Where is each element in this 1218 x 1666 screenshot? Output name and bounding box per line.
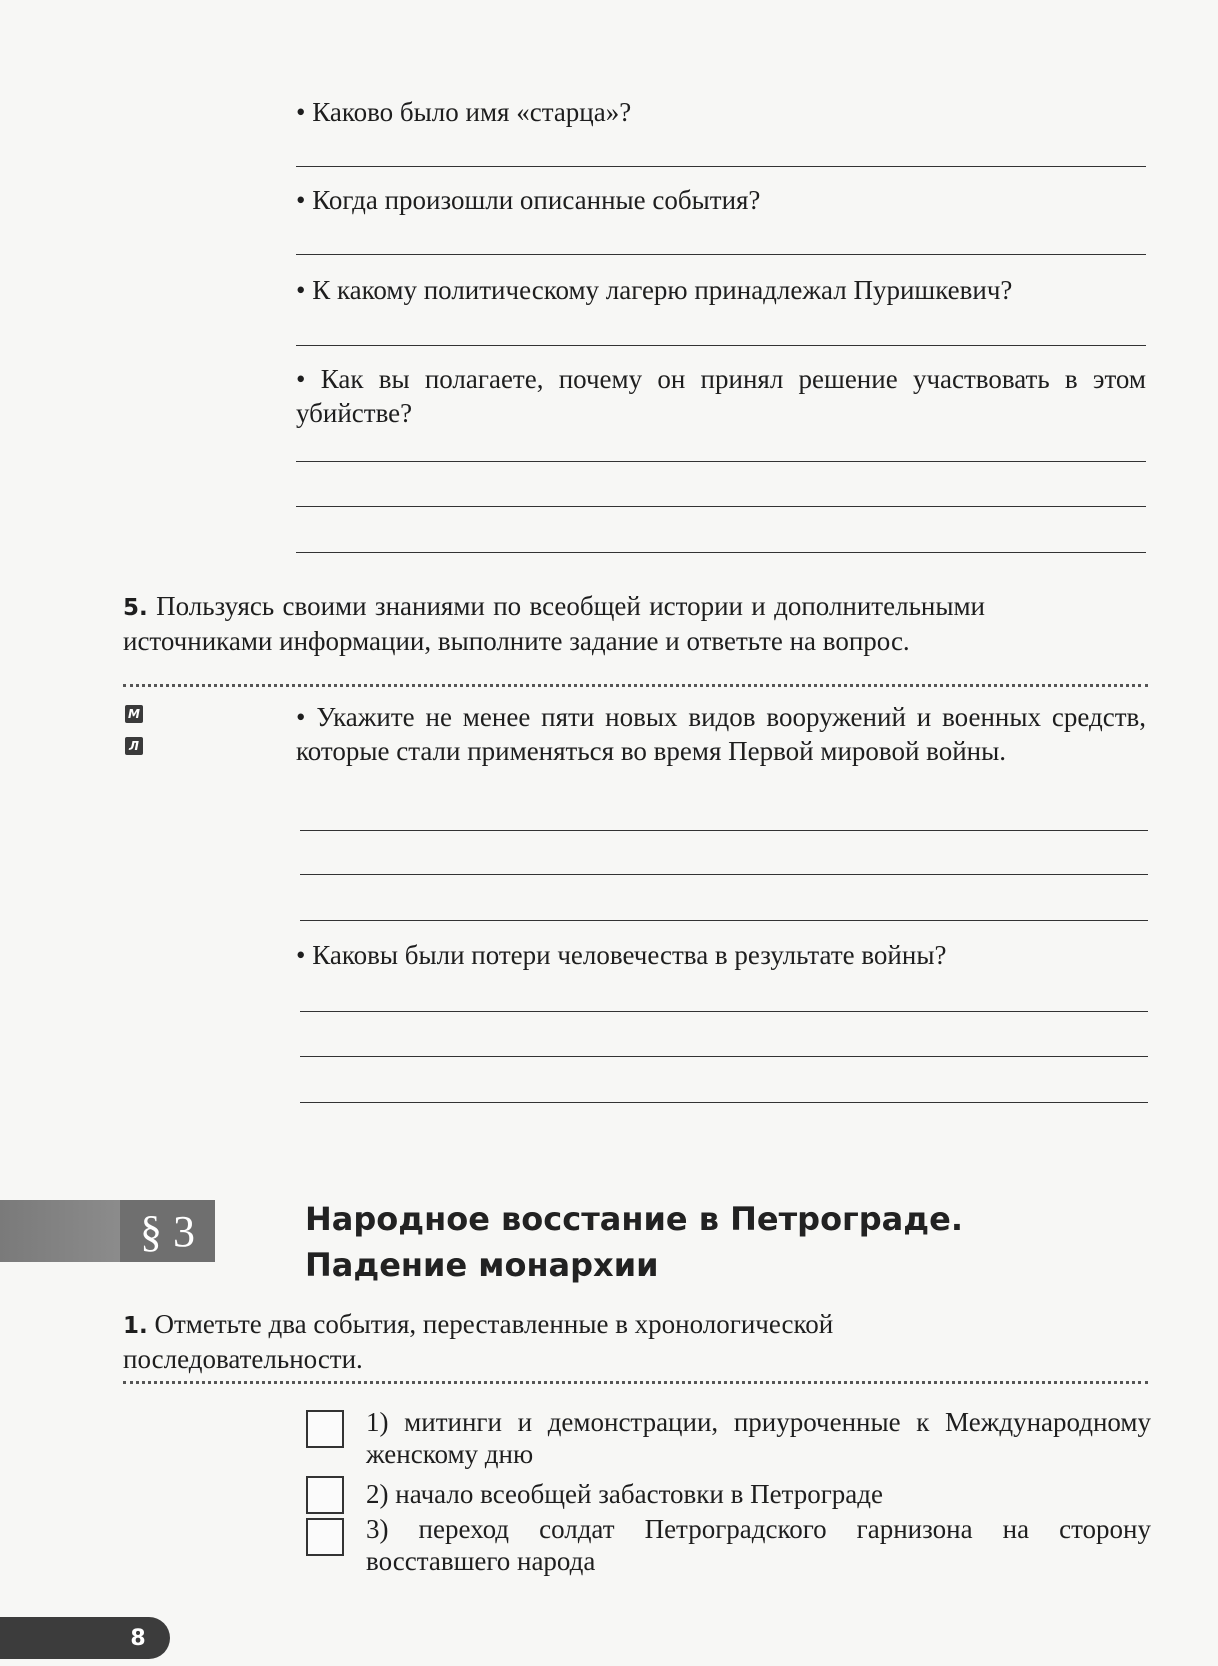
answer-line[interactable] bbox=[300, 920, 1148, 921]
answer-line[interactable] bbox=[296, 552, 1146, 553]
answer-line[interactable] bbox=[296, 461, 1146, 462]
task-1-instruction bbox=[123, 1308, 983, 1376]
option-1-checkbox[interactable] bbox=[306, 1410, 344, 1448]
question-new-weapons: • Укажите не менее пяти новых видов вооружений и военных средств, которые стали применяться во время Первой мировой войны. bbox=[296, 702, 1146, 766]
task-number: 5. bbox=[123, 595, 148, 621]
task-text: Пользуясь своими знаниями по всеобщей истории и дополнительными источниками информации, выполните задание и ответьте на вопрос. bbox=[123, 591, 986, 656]
answer-line[interactable] bbox=[300, 1056, 1148, 1057]
section-number: § 3 bbox=[120, 1200, 215, 1262]
task-text: Отметьте два события, переставленные в хронологической последовательности. bbox=[123, 1309, 834, 1374]
answer-line[interactable] bbox=[300, 1102, 1148, 1103]
answer-line[interactable] bbox=[300, 830, 1148, 831]
meta-subject-icon: М bbox=[125, 705, 143, 723]
option-2-checkbox[interactable] bbox=[306, 1476, 344, 1514]
answer-line[interactable] bbox=[300, 874, 1148, 875]
answer-line[interactable] bbox=[296, 254, 1146, 255]
option-3-text: 3) переход солдат Петроградского гарнизона на сторону восставшего народа bbox=[366, 1514, 1151, 1576]
answer-line[interactable] bbox=[296, 345, 1146, 346]
section-title-line-2: Падение монархии bbox=[305, 1246, 659, 1284]
dotted-separator bbox=[123, 684, 1148, 687]
question-war-losses: • Каковы были потери человечества в результате войны? bbox=[296, 940, 947, 970]
answer-line[interactable] bbox=[296, 506, 1146, 507]
question-starets-name: • Каково было имя «старца»? bbox=[296, 97, 632, 127]
task-number: 1. bbox=[123, 1313, 148, 1339]
answer-line[interactable] bbox=[296, 166, 1146, 167]
question-events-date: • Когда произошли описанные события? bbox=[296, 185, 761, 215]
dotted-separator bbox=[123, 1381, 1148, 1384]
question-motive: • Как вы полагаете, почему он принял решение участвовать в этом убийстве? bbox=[296, 364, 1146, 428]
section-title bbox=[305, 1196, 1105, 1288]
page-number: 8 bbox=[130, 1625, 146, 1651]
answer-line[interactable] bbox=[300, 1011, 1148, 1012]
personal-result-icon: Л bbox=[125, 737, 143, 755]
section-title-line-1: Народное восстание в Петрограде. bbox=[305, 1200, 963, 1238]
option-3-checkbox[interactable] bbox=[306, 1518, 344, 1556]
option-2-text: 2) начало всеобщей забастовки в Петрограде bbox=[366, 1479, 883, 1509]
option-1-text: 1) митинги и демонстрации, приуроченные к Международному женскому дню bbox=[366, 1407, 1151, 1469]
task-5-instruction bbox=[123, 590, 985, 658]
question-political-camp: • К какому политическому лагерю принадлежал Пуришкевич? bbox=[296, 275, 1013, 305]
